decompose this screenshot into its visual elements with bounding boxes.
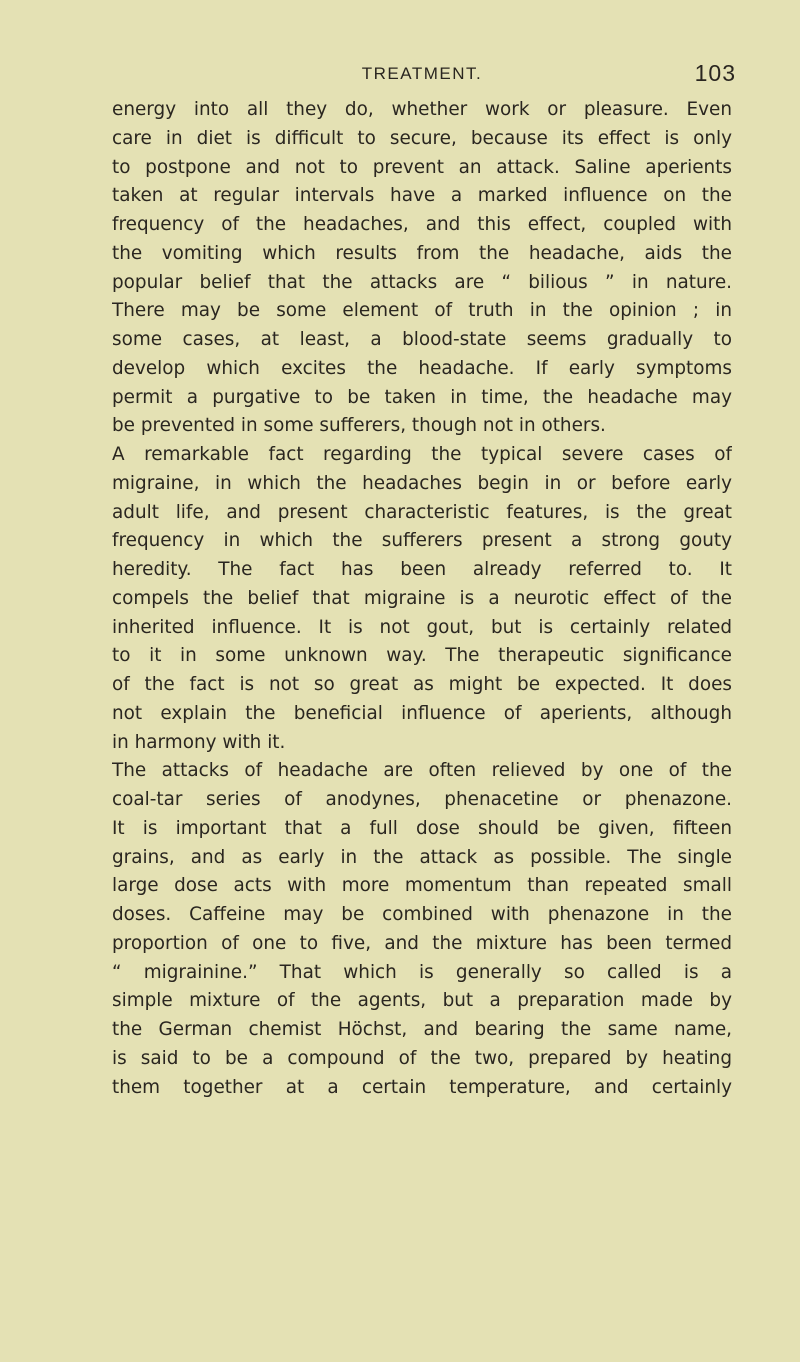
- text-line: adult life, and present characteristic features, is the great: [112, 501, 732, 523]
- text-line: develop which excites the headache. If early symptoms: [112, 357, 732, 379]
- text-line: be prevented in some sufferers, though not in others.: [112, 415, 606, 437]
- page-number: 103: [694, 60, 736, 86]
- text-line: energy into all they do, whether work or pleasure. Even: [112, 99, 732, 120]
- text-line: permit a purgative to be taken in time, the headache may: [112, 386, 732, 408]
- text-line: compels the belief that migraine is a neurotic effect of the: [112, 587, 732, 609]
- text-line: care in diet is difficult to secure, because its effect is only: [112, 127, 732, 149]
- text-line: A remarkable fact regarding the typical severe cases of: [112, 444, 732, 465]
- text-line: proportion of one to five, and the mixture has been termed: [112, 932, 732, 954]
- text-line: taken at regular intervals have a marked influence on the: [112, 185, 732, 207]
- page-header: [112, 56, 736, 96]
- text-line: The attacks of headache are often relieved by one of the: [112, 760, 732, 782]
- text-line: the vomiting which results from the headache, aids the: [112, 242, 732, 264]
- text-line: frequency in which the sufferers present a strong gouty: [112, 530, 732, 552]
- text-line: grains, and as early in the attack as possible. The single: [112, 846, 732, 868]
- text-line: large dose acts with more momentum than repeated small: [112, 875, 732, 897]
- text-line: heredity. The fact has been already referred to. It: [112, 559, 732, 580]
- text-line: the German chemist Höchst, and bearing the same name,: [112, 1019, 732, 1040]
- text-line: It is important that a full dose should be given, fifteen: [112, 817, 732, 839]
- body-text: [112, 96, 732, 1102]
- text-line: to postpone and not to prevent an attack. Saline aperients: [112, 156, 732, 178]
- text-line: popular belief that the attacks are “ bilious ” in nature.: [112, 271, 732, 293]
- text-line: coal-tar series of anodynes, phenacetine or phenazone.: [112, 789, 732, 810]
- text-line: them together at a certain temperature, and certainly: [112, 1076, 732, 1098]
- running-head: TREATMENT.: [361, 64, 483, 83]
- text-line: some cases, at least, a blood-state seems gradually to: [112, 329, 732, 350]
- text-line: is said to be a compound of the two, prepared by heating: [112, 1047, 732, 1069]
- text-line: inherited influence. It is not gout, but is certainly related: [112, 616, 732, 638]
- text-line: doses. Caffeine may be combined with phenazone in the: [112, 904, 732, 925]
- text-line: frequency of the headaches, and this effect, coupled with: [112, 214, 732, 235]
- text-line: of the fact is not so great as might be expected. It does: [112, 674, 732, 695]
- text-line: to it in some unknown way. The therapeutic significance: [112, 645, 732, 667]
- text-line: There may be some element of truth in the opinion ; in: [112, 300, 732, 322]
- text-line: “ migrainine.” That which is generally so called is a: [112, 961, 732, 983]
- text-line: simple mixture of the agents, but a preparation made by: [112, 990, 732, 1012]
- text-line: not explain the beneficial influence of aperients, although: [112, 702, 732, 724]
- book-page: [112, 56, 736, 1102]
- text-line: in harmony with it.: [112, 731, 286, 753]
- text-line: migraine, in which the headaches begin in or before early: [112, 472, 732, 494]
